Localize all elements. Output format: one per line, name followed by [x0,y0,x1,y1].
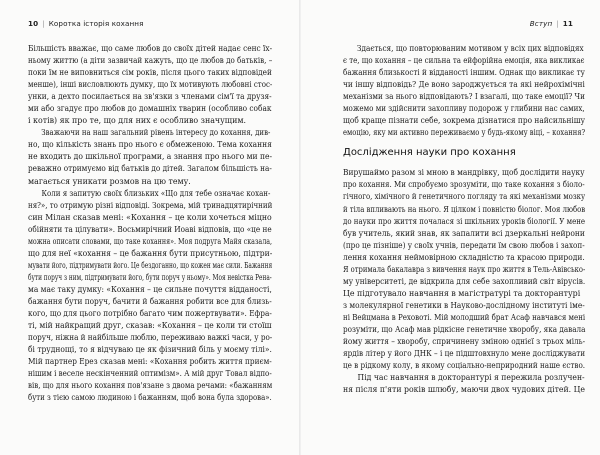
header-separator: | [42,19,45,28]
text-line: Мій партнер Ерез сказав мені: «Кохання робить життя приєм- [28,357,272,367]
right-paragraph-science [343,167,585,396]
text-line: щоб краще пізнати себе, зокрема дізнатися про найсильнішу [343,116,586,126]
text-line: ярдів літер у його ДНК – і це підштовхнуло мене досліджувати [343,349,586,359]
text-line: Зважаючи на наш загальний рівень інтересу до кохання, див- [41,128,271,138]
text-line: й тіла впливають на нього. Я цілком і повністю біолог. Моя любов [343,204,586,214]
text-line: лення кохання неймовірною складністю та красою природи. [343,252,585,262]
text-line: ма має таку думку: «Кохання – це сильне почуття відданості, [28,284,272,294]
text-line: ні Вейцмана в Реховоті. Мій молодший брат Асаф навчався мені [343,312,586,322]
text-line: розуміти, що Асаф мав рідкісне генетичне хворобу, яка давала [343,324,586,334]
text-line: бажання близькості й відданості іншим. Однак що викликає ту [343,68,585,78]
left-running-head [28,19,144,28]
text-line: унки, а дехто посилається на зв'язки з членами сім'ї та друзя- [28,92,272,102]
text-line: це в рідкому колу, в якому соціально-неприродний наше єство. [343,361,586,371]
text-line: поки їм не виповниться сім років, після цього таких відповідей [28,68,272,78]
text-line: Коли я запитую своїх близьких «Що для тебе означає кохан- [41,188,271,198]
text-line: Під час навчання в докторантурі я пережила розлучен- [357,373,585,383]
text-line: (про це пізніше) у своїх учнів, передати їм свою любов і захоп- [343,240,585,250]
text-line: Вирушаймо разом зі мною в мандрівку, щоб дослідити науку [343,168,585,178]
left-body-text [28,43,272,404]
header-separator: | [556,19,559,28]
text-line: про кохання. Ми спробуємо зрозуміти, що таке кохання з біоло- [343,180,585,190]
text-line: бути поруч з ним, підтримувати його, бути поруч у ньому». Моя невістка Рена- [28,272,272,282]
text-line: кого, що для цього потрібно багато чим пожертвувати». Ефра- [28,309,272,319]
text-line: ньому життю (а діти зазвичай кажуть, що це любов до батьків, – [28,56,273,66]
text-line: поруч, ніжна й найбільше люблю, переживаю важкі часи, у ро- [28,333,273,343]
text-line: можна описати словами, що таке кохання». Моя подруга Майя сказала, [28,236,273,246]
right-running-head [530,19,573,28]
text-line: ті, мій найкращий друг, сказав: «Кохання – це коли ти стоїш [28,321,272,331]
text-line: йому життя – хворобу, спричинену зміною однієї з трьох міль- [343,337,586,347]
text-line: Здається, що повторюваним мотивом у всіх цих відповідях [356,44,584,53]
text-line: мувати його, підтримувати його. Це бездоганно, що кожен має сили. Бажання [28,260,273,270]
text-line: механізми за нього відповідають? І взагалі, що таке емоції? Чи [343,92,585,102]
section-subheading: Дослідження науки про кохання [343,147,516,159]
text-line: до науки про життя почалася зі шкільних уроків біології. У мене [343,216,586,226]
left-page-number: 10 [28,19,39,28]
text-line: вів, що для нього кохання пов'язане з двома речами: «бажанням [28,381,273,391]
right-paragraph-intro [343,43,585,139]
text-line: ня після п'яти років шлюбу, маючи двох чудових дітей. Це [343,385,585,395]
text-line: чи іншу відповідь? Де воно зароджується та які нейрохімічні [343,80,585,90]
text-line: бути з тією самою людиною і бажанням, щоб вона була здорова». [28,393,272,403]
text-line: і котів) як про те, що для них є особливо значущим. [28,116,247,126]
right-running-title: Вступ [529,19,553,28]
text-line: з молекулярної генетики в Науково-дослідному інституті іме- [343,300,585,310]
text-line: магається уникати розмов на цю тему. [28,176,191,186]
text-line: но, що кількість знань про нього є обмеженою. Тема кохання [28,140,272,150]
right-page-number: 11 [562,19,573,28]
text-line: був учитель, який знав, як запалити всі дзеркальні нейрони [343,228,585,238]
text-line: нішим і веселе нескінченний оптимізм». А мій друг Товал відпо- [28,369,272,379]
text-line: реважно отримуємо від батьків до дітей. Загалом більшість на- [28,164,272,174]
text-line: бі труднощі, то я відчуваю це як фізичний біль у моєму тілі». [28,345,272,355]
text-line: емоцію, яку ми активно переживаємо у будь-якому віці, – кохання? [343,128,586,138]
text-line: Більшість вважає, що саме любов до своїх дітей надає сенс їх- [28,44,273,53]
text-line: менше), інші висловлюють думку, що їх мотивують любовні стос- [28,80,273,90]
left-running-title: Коротка історія кохання [48,19,144,28]
text-line: ня?», то отримую різні відповіді. Зокрема, мій тринадцятирічний [28,200,273,210]
text-line: син Мілан сказав мені: «Кохання – це коли хочеться міцно [28,212,272,222]
text-line: ми або згадує про любов до домашніх тварин (особливо собак [28,104,272,114]
text-line: не входить до шкільної програми, а знання про нього ми пе- [28,152,273,162]
text-line: Я отримала бакалавра з вивчення наук про життя в Тель-Авівсько- [343,264,586,274]
text-line: що для неї «кохання – це бажання бути присутньою, підтри- [28,248,273,258]
text-line: є те, що кохання – це сильна та ейфорійна емоція, яка викликає [343,56,585,66]
text-line: гічного, хімічного й генетичного погляду та які механізми мозку [343,192,586,202]
text-line: бажання бути поруч, бачити й бажання робити все для близь- [28,296,272,306]
right-body-text [343,43,585,396]
text-line: Це підготувало навчання в магістратурі та докторантурі [343,288,581,298]
text-line: можемо ми здійснити захопливу подорож у глибини нас самих, [343,104,585,114]
text-line: обійняти та цілувати». Восьмирічний Йоаві відповів, що «це не [28,224,272,234]
text-line: му університеті, де відкрила для себе захопливий світ вірусів. [343,276,586,286]
